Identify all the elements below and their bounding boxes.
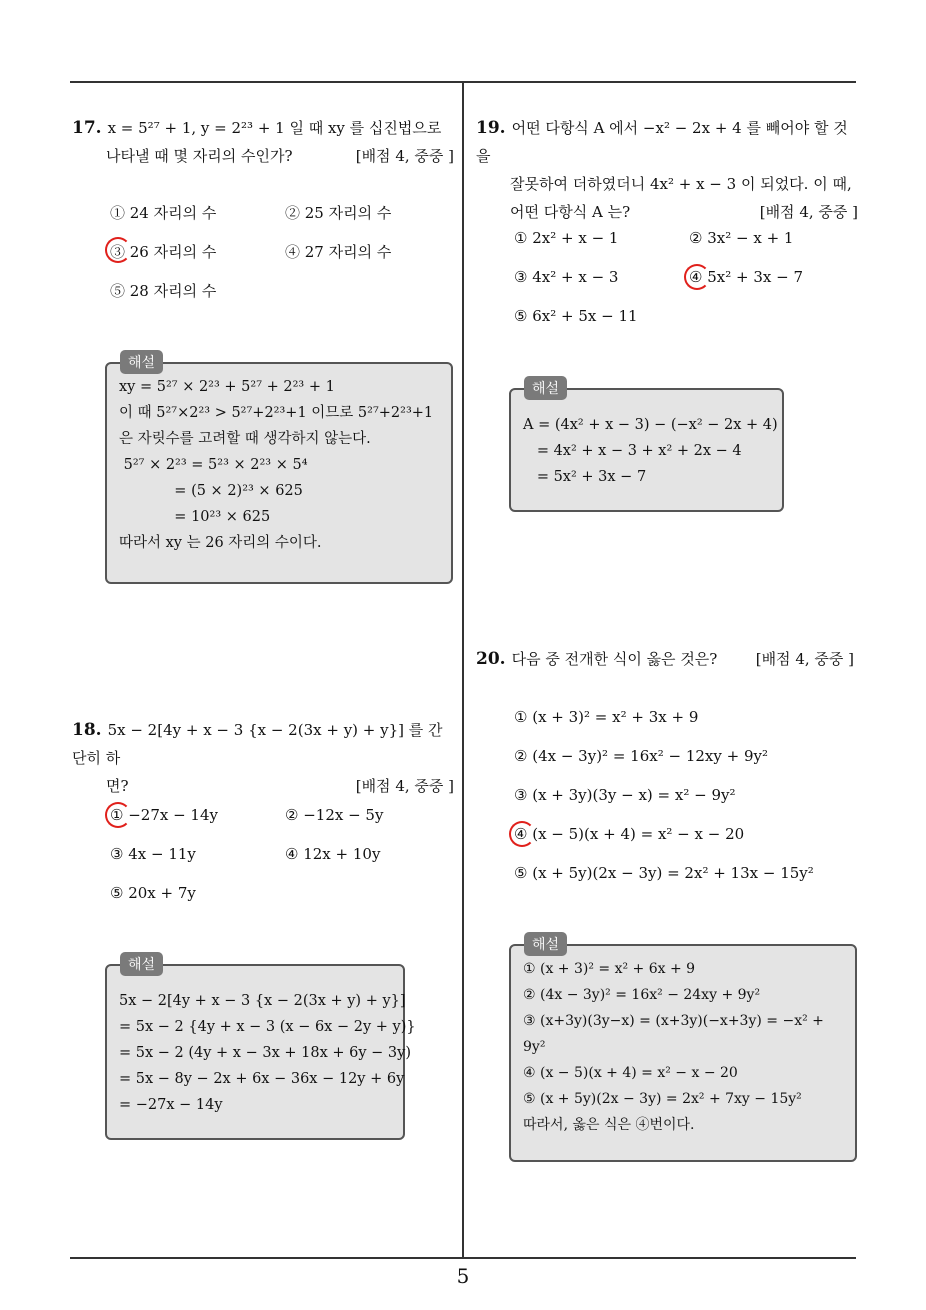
choice-5[interactable]: ⑤ 28 자리의 수	[110, 282, 217, 300]
choice-1[interactable]: ① −27x − 14y	[110, 806, 218, 824]
question-number: 18.	[72, 720, 102, 740]
choice-2[interactable]: ② −12x − 5y	[285, 806, 384, 824]
choice-2[interactable]: ② 25 자리의 수	[285, 204, 392, 222]
choice-5[interactable]: ⑤ (x + 5y)(2x − 3y) = 2x² + 13x − 15y²	[514, 864, 814, 882]
explanation-tag: 해설	[524, 932, 567, 956]
score-label: [배점 4, 중중 ]	[759, 203, 858, 221]
explanation-tag: 해설	[120, 952, 163, 976]
question-text: 다음 중 전개한 식이 옳은 것은?	[511, 650, 718, 668]
question-text: x = 5²⁷ + 1, y = 2²³ + 1 일 때 xy 를 십진법으로	[107, 119, 442, 137]
choice-4[interactable]: ④ 5x² + 3x − 7	[689, 268, 803, 286]
question-18	[72, 716, 454, 800]
choice-4[interactable]: ④ (x − 5)(x + 4) = x² − x − 20	[514, 825, 744, 843]
question-20	[476, 645, 854, 673]
question-number: 19.	[476, 118, 506, 138]
question-17	[72, 114, 454, 170]
explanation-box-18: 5x − 2[4y + x − 3 {x − 2(3x + y) + y}] = 5x − 2 {4y + x − 3 (x − 6x − 2y + y)} = 5x − 2 (4y + x − 3x + 18x + 6y − 3y) = 5x − 8y − 2x + 6x − 36x − 12y + 6y = −27x − 14y	[105, 964, 405, 1140]
question-text: 잘못하여 더하였더니 4x² + x − 3 이 되었다. 이 때,	[510, 175, 852, 193]
choice-2[interactable]: ② (4x − 3y)² = 16x² − 12xy + 9y²	[514, 747, 768, 765]
choice-3[interactable]: ③ 26 자리의 수	[110, 241, 216, 262]
choice-3[interactable]: ③ (x + 3y)(3y − x) = x² − 9y²	[514, 786, 736, 804]
explanation-box-19: A = (4x² + x − 3) − (−x² − 2x + 4) = 4x² + x − 3 + x² + 2x − 4 = 5x² + 3x − 7	[509, 388, 784, 512]
question-text: 5x − 2[4y + x − 3 {x − 2(3x + y) + y}] 를 간단히 하	[72, 721, 443, 767]
score-label: [배점 4, 중중 ]	[755, 650, 854, 668]
question-text: 어떤 다항식 A 는?	[510, 203, 631, 221]
explanation-box-17: xy = 5²⁷ × 2²³ + 5²⁷ + 2²³ + 1 이 때 5²⁷×2²³ > 5²⁷+2²³+1 이므로 5²⁷+2²³+1 은 자릿수를 고려할 때 생각하지 않는다. 5²⁷ × 2²³ = 5²³ × 2²³ × 5⁴ = (5 × 2)²³ × 625 = 10²³ × 625 따라서 xy 는 26 자리의 수이다.	[105, 362, 453, 584]
choice-1[interactable]: ① (x + 3)² = x² + 3x + 9	[514, 708, 699, 726]
column-divider	[462, 81, 464, 1257]
choice-5[interactable]: ⑤ 20x + 7y	[110, 884, 196, 902]
answer-mark-circle	[509, 821, 535, 847]
choice-1[interactable]: ① 2x² + x − 1	[514, 229, 619, 247]
score-label: [배점 4, 중중 ]	[355, 777, 454, 795]
answer-mark-circle	[684, 264, 710, 290]
explanation-tag: 해설	[524, 376, 567, 400]
explanation-tag: 해설	[120, 350, 163, 374]
question-19	[476, 114, 858, 226]
question-text: 나타낼 때 몇 자리의 수인가?	[106, 147, 293, 165]
question-number: 17.	[72, 118, 102, 138]
choice-3[interactable]: ③ 4x − 11y	[110, 845, 196, 863]
question-text: 어떤 다항식 A 에서 −x² − 2x + 4 를 빼어야 할 것을	[476, 119, 848, 165]
choice-3[interactable]: ③ 4x² + x − 3	[514, 268, 619, 286]
question-number: 20.	[476, 649, 506, 669]
answer-mark-circle	[105, 237, 131, 263]
answer-mark-circle	[105, 802, 131, 828]
explanation-box-20: ① (x + 3)² = x² + 6x + 9 ② (4x − 3y)² = 16x² − 24xy + 9y² ③ (x+3y)(3y−x) = (x+3y)(−x+3y) = −x² + 9y² ④ (x − 5)(x + 4) = x² − x − 20 ⑤ (x + 5y)(2x − 3y) = 2x² + 7xy − 15y² 따라서, 옳은 식은 ④번이다.	[509, 944, 857, 1162]
choice-1[interactable]: ① 24 자리의 수	[110, 204, 217, 222]
question-text: 면?	[106, 777, 129, 795]
choice-5[interactable]: ⑤ 6x² + 5x − 11	[514, 307, 638, 325]
choice-2[interactable]: ② 3x² − x + 1	[689, 229, 794, 247]
choice-4[interactable]: ④ 12x + 10y	[285, 845, 381, 863]
page-number: 5	[456, 1264, 470, 1288]
score-label: [배점 4, 중중 ]	[355, 147, 454, 165]
bottom-rule	[70, 1257, 856, 1259]
choice-4[interactable]: ④ 27 자리의 수	[285, 243, 392, 261]
